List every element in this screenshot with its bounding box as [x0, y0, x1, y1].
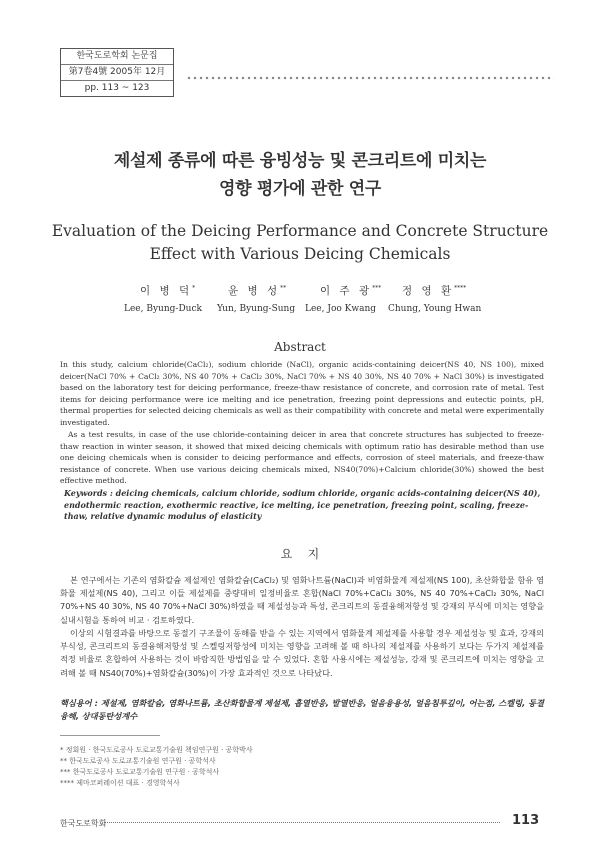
- footnote-3: *** 한국도로공사 도로교통기술원 연구원 · 공학석사: [60, 768, 220, 776]
- journal-name: 한국도로학회 논문집: [61, 49, 173, 65]
- summary-keywords-text: 제설제, 염화칼슘, 염화나트륨, 초산화합물계 제설제, 흡열반응, 발열반응, 얼음융용성, 얼음침투깊이, 어는점, 스켈링, 동결융해, 상대동탄성계수: [60, 698, 544, 722]
- abstract-heading: Abstract: [274, 340, 326, 354]
- keywords-label: Keywords :: [64, 488, 113, 498]
- author-4-en: Chung, Young Hwan: [388, 304, 482, 314]
- dotted-rule: [186, 76, 554, 80]
- summary-keywords: [60, 697, 544, 723]
- footnote-1: * 정회원 · 한국도로공사 도로교통기술원 책임연구원 · 공학박사: [60, 746, 253, 754]
- abstract-paragraph-1: In this study, calcium chloride(CaCl₂), sodium chloride (NaCl), organic acids-containing deicer(NS 40, NS 100), mixed deicer(NaCl 70% + CaCl₂ 30%, NS 40 70% + CaCl₂ 30%, NaCl 70% + NS 40 30%, NS 40 70% + NaCl 30%) is investigated based on the laboratory test for deicing performance, freeze-thaw resistance of concrete, and corrosion rate of metal. Test items for deicing performance were ice melting and ice penetration, freezing point depressions and eutectic points, pH, thermal properties for selected deicing chemicals as well as their compatibility with concrete and metal were experimentally investigated.: [60, 360, 544, 427]
- footer-org: 한국도로학회: [60, 819, 107, 828]
- author-1-kr: 이 병 덕*: [140, 284, 196, 297]
- abstract-paragraph-2: As a test results, in case of the use chloride-containing deicer in area that concrete structures has subjected to freeze-thaw reaction in winter season, it showed that mixed deicing chemicals with optimum ratio has desirable method than use one deicing chemicals when is consider to deicing performance and effects, corrosion of steel materials, and freeze-thaw resistance of concrete. When use various deicing chemicals mixed, NS40(70%)+Calcium chloride(30%) showed the best effective method.: [60, 430, 544, 485]
- english-title-line-2: Effect with Various Deicing Chemicals: [149, 245, 451, 263]
- journal-issue: 第7卷4號 2005年 12月: [61, 65, 173, 81]
- page-number: 113: [512, 813, 540, 828]
- english-title-line-1: Evaluation of the Deicing Performance and Concrete Structure: [51, 222, 549, 240]
- footnote-2: ** 한국도로공사 도로교통기술원 연구원 · 공학석사: [60, 757, 216, 765]
- footer-dotted-rule: [104, 822, 500, 824]
- author-2-kr: 윤 병 성**: [228, 284, 287, 297]
- korean-title-line-2: 영향 평가에 관한 연구: [219, 179, 381, 199]
- summary-heading: 요 지: [280, 547, 320, 561]
- author-3-en: Lee, Joo Kwang: [305, 304, 377, 314]
- footnote-rule: [60, 735, 160, 736]
- author-3-kr: 이 주 광***: [320, 284, 382, 297]
- journal-pages: pp. 113 ~ 123: [84, 83, 150, 93]
- footnote-4: **** 제마코퍼레이션 대표 · 경영학석사: [60, 779, 180, 787]
- journal-info-box: [60, 48, 174, 97]
- korean-title-line-1: 제설제 종류에 따른 융빙성능 및 콘크리트에 미치는: [113, 151, 487, 171]
- author-2-en: Yun, Byung-Sung: [217, 304, 296, 314]
- abstract-keywords: [64, 488, 544, 523]
- keywords-text: deicing chemicals, calcium chloride, sodium chloride, organic acids-containing deicer(NS 40), endothermic reaction, exothermic reactive, ice melting, ice penetration, freezing point, scaling, freeze-thaw, relative dynamic modulus of elasticity: [64, 488, 541, 521]
- author-4-kr: 정 영 환****: [402, 284, 467, 297]
- summary-paragraph-2: 이상의 시험결과를 바탕으로 동절기 구조물이 동해를 받을 수 있는 지역에서 염화물계 제설제를 사용할 경우 제설성능 및 효과, 강재의 부식성, 콘크리트의 동결융해저항성 및 스켈링저항성에 미치는 영향을 고려해 볼 때 하나의 제설제를 사용하기 보다는 두가지 제설제를 적정 비율로 혼합하여 사용하는 것이 바람직한 방법임을 알 수 있었다. 혼합 사용시에는 제설성능, 강재 및 콘크리트에 미치는 영향을 고려해 볼 때 NS40(70%)+염화칼슘(30%)이 가장 효과적인 것으로 나타났다.: [60, 628, 544, 678]
- summary-keywords-label: 핵심용어 :: [60, 698, 98, 708]
- author-1-en: Lee, Byung-Duck: [124, 304, 202, 314]
- summary-paragraph-1: 본 연구에서는 기존의 염화칼슘 제설제인 염화칼슘(CaCl₂) 및 염화나트륨(NaCl)과 비염화물계 제설제(NS 100), 초산화합물 함유 염화물 제설제(NS 40), 그리고 이들 제설제를 중량대비 일정비율로 혼합(NaCl 70%+CaCl₂ 30%, NS 40 70%+CaCl₂ 30%, NaCl 70%+NS 40 30%, NS 40 70%+NaCl 30%)하였을 때 제설성능과 특성, 콘크리트의 동결융해저항성 및 강재의 부식에 미치는 영향을 실내시험을 통하여 비교 · 검토하였다.: [60, 575, 544, 625]
